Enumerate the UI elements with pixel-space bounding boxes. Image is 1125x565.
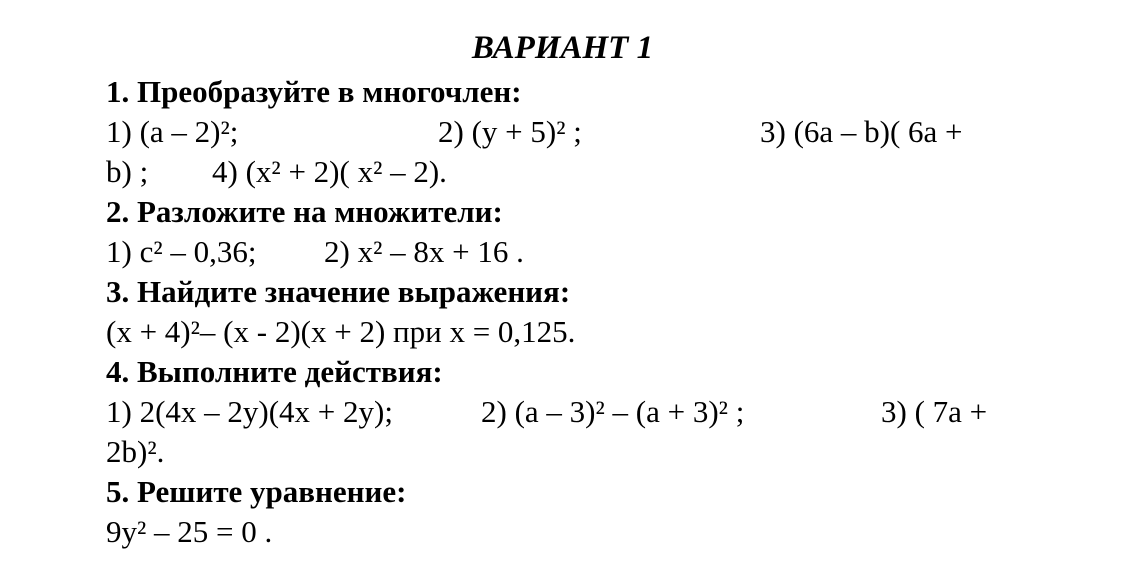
task-3-heading: 3. Найдите значение выражения: xyxy=(106,274,571,309)
task-4-heading: 4. Выполните действия: xyxy=(106,354,443,389)
task-3-item-1: (x + 4)²– (x - 2)(x + 2) при x = 0,125. xyxy=(106,314,576,349)
task-4-item-2: 2) (a – 3)² – (a + 3)² ; xyxy=(481,394,745,429)
task-2-item-2: 2) x² – 8x + 16 . xyxy=(324,234,524,269)
task-1-item-4: 4) (x² + 2)( x² – 2). xyxy=(212,154,447,189)
task-2-item-1: 1) c² – 0,36; xyxy=(106,234,257,269)
task-5-item-1: 9y² – 25 = 0 . xyxy=(106,514,273,549)
task-1-item-3-part-1: 3) (6a – b)( 6a + xyxy=(760,114,963,149)
task-1-item-2: 2) (y + 5)² ; xyxy=(438,114,582,149)
task-1-item-1: 1) (a – 2)²; xyxy=(106,114,239,149)
task-2-heading: 2. Разложите на множители: xyxy=(106,194,503,229)
task-4-item-3-part-1: 3) ( 7a + xyxy=(881,394,988,429)
task-1-item-3-part-2: b) ; xyxy=(106,154,149,189)
task-1-heading: 1. Преобразуйте в многочлен: xyxy=(106,74,522,109)
task-4-item-3-part-2: 2b)². xyxy=(106,434,165,469)
task-4-item-1: 1) 2(4x – 2y)(4x + 2y); xyxy=(106,394,393,429)
page-title: ВАРИАНТ 1 xyxy=(471,30,654,66)
task-5-heading: 5. Решите уравнение: xyxy=(106,474,407,509)
